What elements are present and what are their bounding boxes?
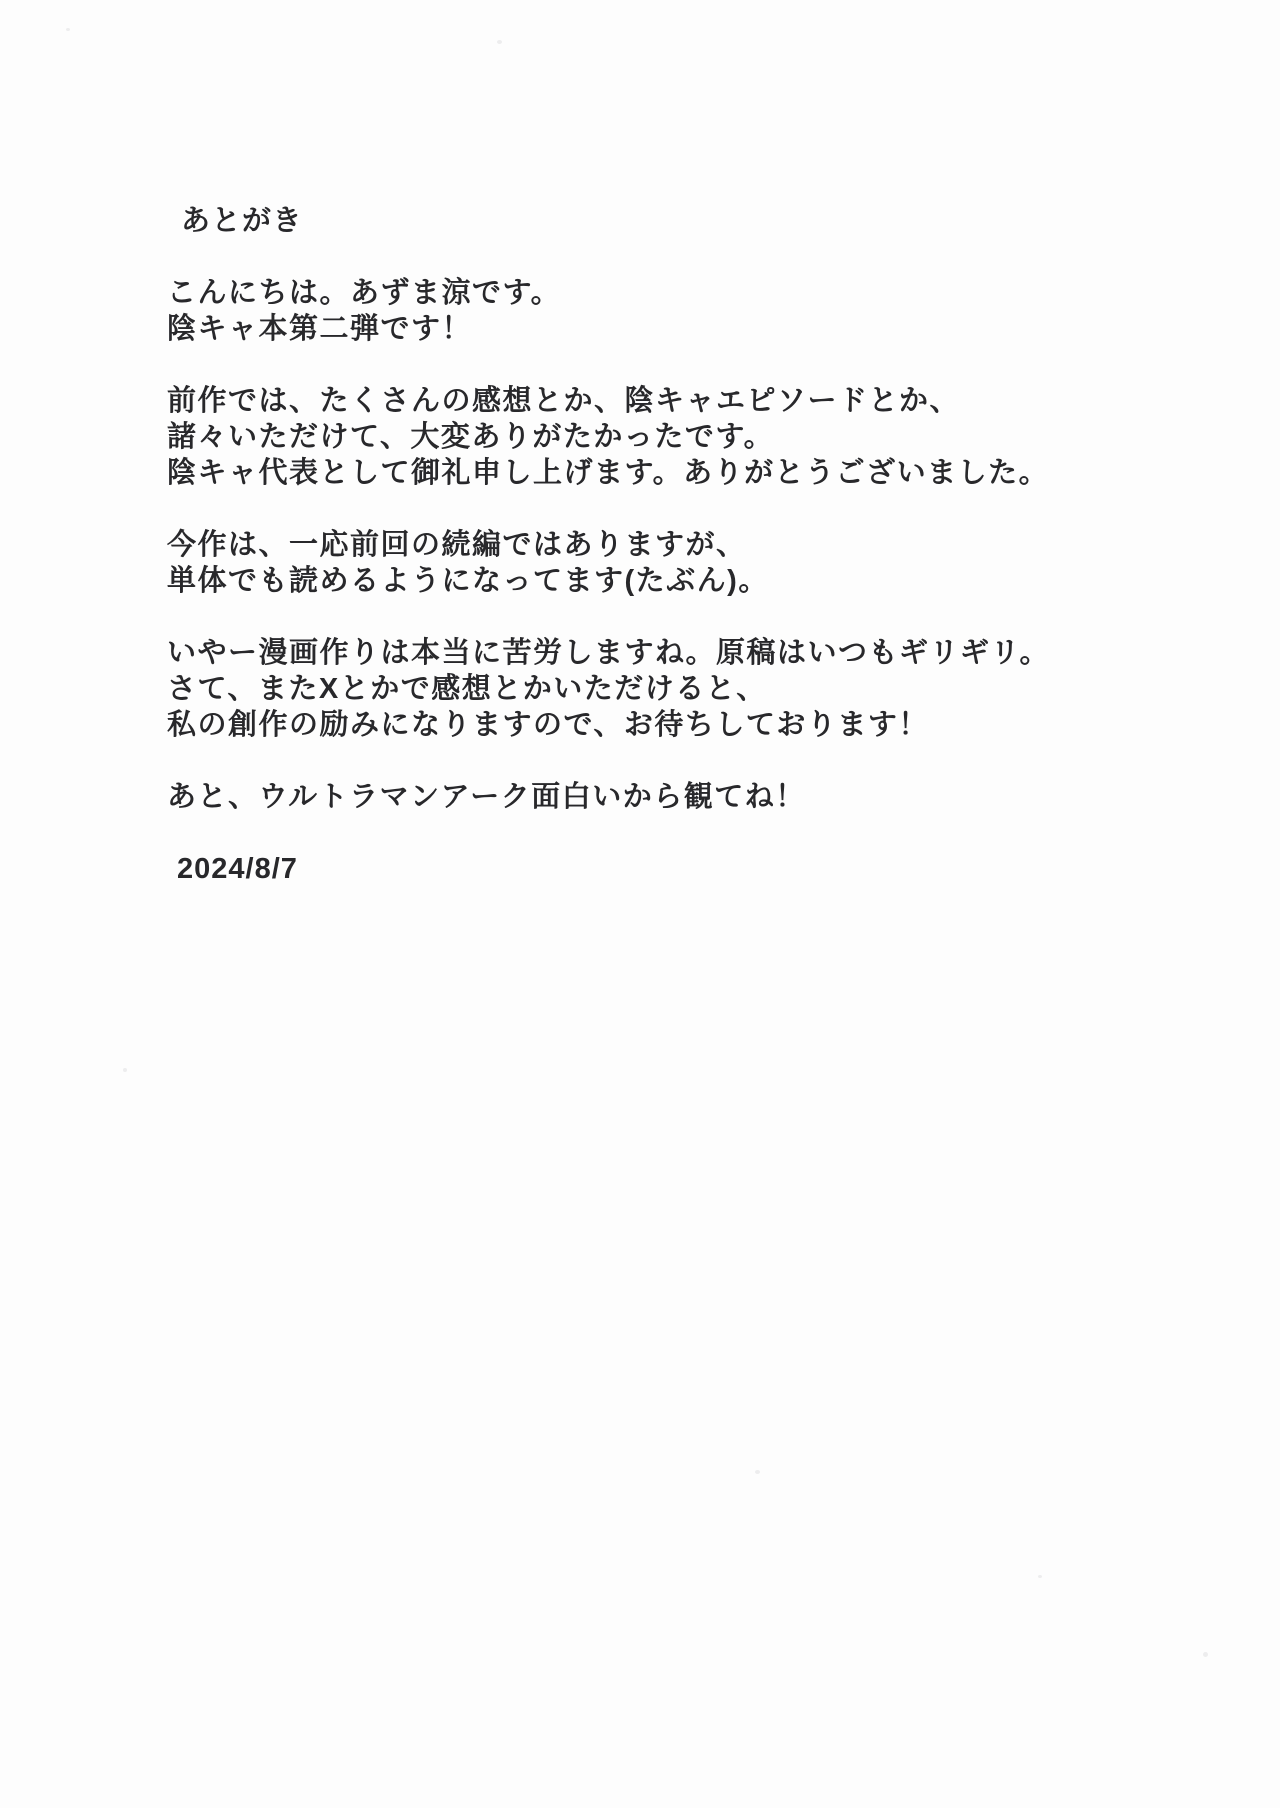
- text-line: 陰キャ代表として御礼申し上げます。ありがとうございました。: [167, 457, 1050, 489]
- scan-speck: [497, 40, 502, 44]
- text-line: 前作では、たくさんの感想とか、陰キャエピソードとか、: [167, 385, 961, 417]
- text-line: さて、またXとかで感想とかいただけると、: [167, 673, 767, 705]
- text-line: 単体でも読めるようになってます(たぶん)。: [167, 565, 769, 597]
- paragraph-postscript: [167, 779, 1147, 815]
- afterword-text-block: [167, 203, 1147, 887]
- paragraph-thanks: [167, 383, 1147, 491]
- paragraph-about-work: [167, 527, 1147, 599]
- scan-speck: [1038, 1575, 1042, 1578]
- date: 2024/8/7: [177, 853, 298, 885]
- text-line: 私の創作の励みになりますので、お待ちしております！: [167, 709, 929, 741]
- scan-speck: [1203, 1652, 1208, 1657]
- text-line: 陰キャ本第二弾です！: [167, 313, 473, 345]
- scan-speck: [123, 1068, 127, 1072]
- page-title: あとがき: [181, 205, 304, 237]
- scan-speck: [755, 1470, 760, 1474]
- scan-speck: [66, 28, 70, 31]
- text-line: いやー漫画作りは本当に苦労しますね。原稿はいつもギリギリ。: [167, 637, 1051, 669]
- paragraph-greeting: [167, 275, 1147, 347]
- text-line: こんにちは。あずま涼です。: [167, 277, 562, 309]
- text-line: 諸々いただけて、大変ありがたかったです。: [167, 421, 775, 453]
- paragraph-request: [167, 635, 1147, 743]
- text-line: 今作は、一応前回の続編ではありますが、: [167, 529, 747, 561]
- text-line: あと、ウルトラマンアーク面白いから観てね！: [167, 781, 806, 813]
